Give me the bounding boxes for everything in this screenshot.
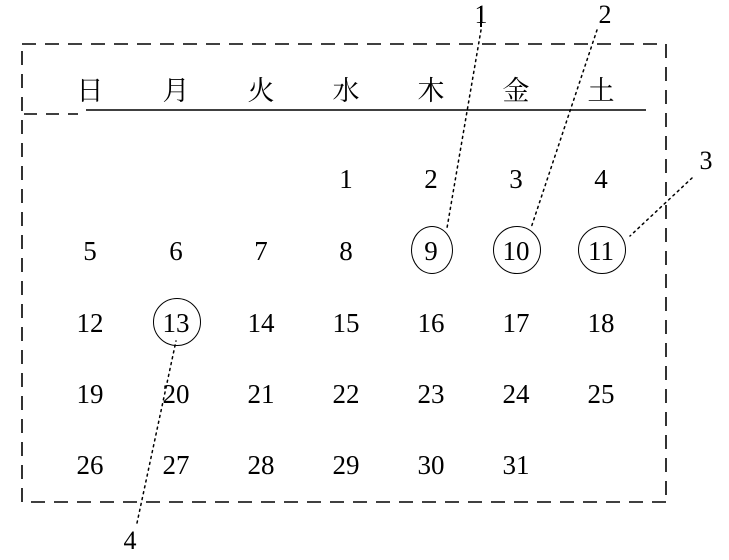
calendar-cell-circled: 13 xyxy=(162,308,190,338)
calendar-cell-circled: 9 xyxy=(424,236,438,266)
calendar-cell: 23 xyxy=(417,379,445,409)
calendar-cell-circled: 11 xyxy=(588,236,614,266)
weekday-header-0: 日 xyxy=(76,76,104,106)
calendar-cell: 12 xyxy=(76,308,104,338)
calendar-cell: 2 xyxy=(424,164,438,194)
calendar-cell: 3 xyxy=(509,164,523,194)
calendar-cell: 21 xyxy=(247,379,275,409)
calendar-frame xyxy=(22,44,666,502)
calendar-cell: 19 xyxy=(76,379,104,409)
leader-line-1 xyxy=(447,30,481,228)
circle-highlight-10 xyxy=(493,226,541,274)
weekday-header-3: 水 xyxy=(332,76,360,106)
leader-line-2 xyxy=(531,30,597,228)
weekday-header-5: 金 xyxy=(502,76,530,106)
calendar-cell: 30 xyxy=(417,450,445,480)
leader-line-3 xyxy=(630,178,692,236)
circle-highlight-9 xyxy=(411,226,453,274)
calendar-cell: 20 xyxy=(162,379,190,409)
weekday-header-6: 土 xyxy=(587,76,615,106)
calendar-cell: 24 xyxy=(502,379,530,409)
circle-highlight-11 xyxy=(578,226,626,274)
calendar-cell: 8 xyxy=(339,236,353,266)
calendar-cell: 18 xyxy=(587,308,615,338)
circle-highlight-13 xyxy=(153,298,201,346)
weekday-header-1: 月 xyxy=(162,76,190,106)
calendar-cell: 22 xyxy=(332,379,360,409)
weekday-header-2: 火 xyxy=(247,76,275,106)
callout-label-2: 2 xyxy=(598,0,612,29)
calendar-cell: 1 xyxy=(339,164,353,194)
calendar-cell: 17 xyxy=(502,308,530,338)
callout-label-1: 1 xyxy=(474,0,488,29)
calendar-cell: 28 xyxy=(247,450,275,480)
calendar-cell: 29 xyxy=(332,450,360,480)
calendar-cell: 26 xyxy=(76,450,104,480)
calendar-cell: 7 xyxy=(254,236,268,266)
weekday-header-4: 木 xyxy=(417,76,445,106)
calendar-cell-circled: 10 xyxy=(502,236,530,266)
callout-label-4: 4 xyxy=(123,526,137,555)
weekday-underline xyxy=(24,110,646,114)
calendar-cell: 6 xyxy=(169,236,183,266)
calendar-cell: 31 xyxy=(502,450,530,480)
calendar-cell: 5 xyxy=(83,236,97,266)
calendar-cell: 14 xyxy=(247,308,275,338)
calendar-cell: 27 xyxy=(162,450,190,480)
calendar-cell: 15 xyxy=(332,308,360,338)
callout-label-3: 3 xyxy=(699,146,713,175)
calendar-cell: 25 xyxy=(587,379,615,409)
calendar-cell: 16 xyxy=(417,308,445,338)
leader-line-4 xyxy=(137,341,176,523)
calendar-cell: 4 xyxy=(594,164,608,194)
